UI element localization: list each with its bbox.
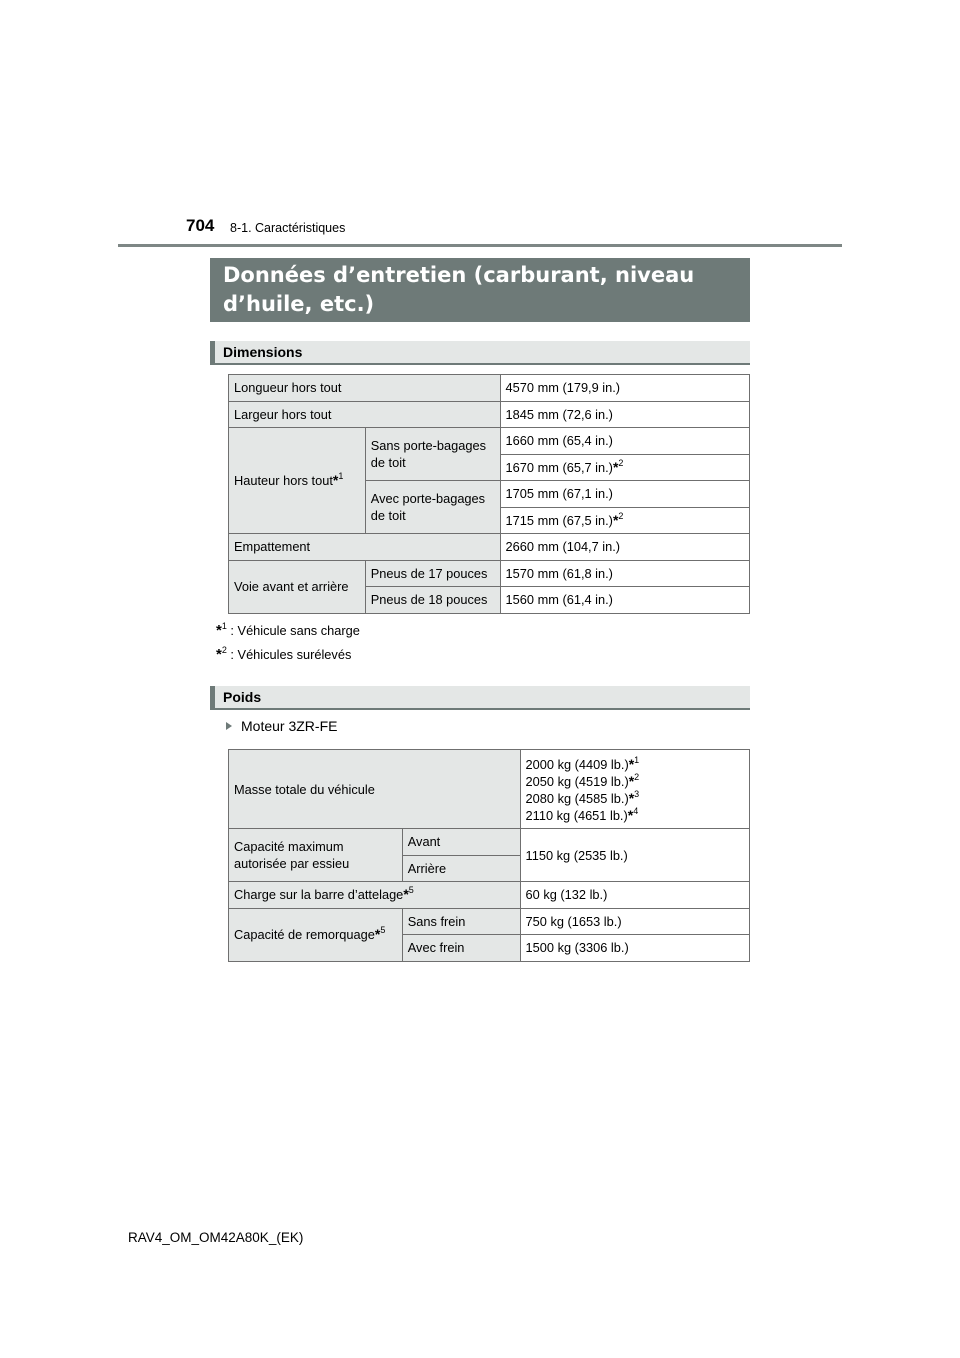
sans-frein-label: Sans frein bbox=[402, 908, 520, 935]
chapter-title: Données d’entretien (carburant, niveau d’huile, etc.) bbox=[210, 258, 750, 322]
essieu-value: 1150 kg (2535 lb.) bbox=[520, 829, 749, 882]
charge-barre-value: 60 kg (132 lb.) bbox=[520, 882, 749, 909]
empattement-value: 2660 mm (104,7 in.) bbox=[500, 534, 749, 561]
footnote-asterisk: * bbox=[374, 926, 381, 942]
avec-porte-value-2: 1715 mm (67,5 in.) bbox=[505, 512, 613, 528]
masse-value-row bbox=[526, 756, 744, 773]
document-code: RAV4_OM_OM42A80K_(EK) bbox=[128, 1230, 304, 1245]
footnote-asterisk: * bbox=[403, 886, 409, 903]
footnote-asterisk: * bbox=[216, 622, 222, 639]
avec-porte-value-1: 1705 mm (67,1 in.) bbox=[500, 481, 749, 508]
masse-value: 2050 kg (4519 lb.) bbox=[525, 774, 629, 789]
arriere-label: Arrière bbox=[402, 855, 520, 882]
footnote-ref: 5 bbox=[408, 885, 414, 896]
pneus18-value: 1560 mm (61,4 in.) bbox=[500, 587, 749, 614]
masse-value: 2000 kg (4409 lb.) bbox=[525, 757, 629, 772]
dimensions-heading: Dimensions bbox=[210, 341, 750, 365]
masse-values bbox=[520, 750, 749, 829]
header-rule bbox=[118, 244, 842, 247]
footnote-text: : Véhicule sans charge bbox=[230, 623, 360, 638]
footnote-ref: 5 bbox=[380, 925, 386, 935]
charge-barre-cell bbox=[229, 882, 521, 909]
footnote-ref: 4 bbox=[633, 806, 639, 816]
masse-value-row bbox=[526, 773, 744, 790]
footnote-asterisk: * bbox=[332, 472, 339, 488]
empattement-label: Empattement bbox=[229, 534, 501, 561]
footnote-ref: 1 bbox=[338, 471, 344, 481]
avec-frein-label: Avec frein bbox=[402, 935, 520, 962]
footnote-asterisk: * bbox=[612, 511, 619, 528]
footnote-asterisk: * bbox=[627, 807, 634, 823]
voie-label: Voie avant et arrière bbox=[229, 560, 366, 613]
engine-bullet bbox=[226, 718, 337, 734]
hauteur-cell bbox=[229, 428, 366, 534]
footnote-ref: 1 bbox=[634, 755, 640, 765]
footnote-number: 2 bbox=[221, 645, 227, 655]
footnote-asterisk: * bbox=[216, 646, 222, 663]
table-row bbox=[229, 560, 750, 587]
masse-label: Masse totale du véhicule bbox=[229, 750, 521, 829]
table-row bbox=[229, 882, 750, 909]
masse-value: 2110 kg (4651 lb.) bbox=[525, 808, 628, 823]
table-row bbox=[229, 428, 750, 455]
poids-heading: Poids bbox=[210, 686, 750, 710]
remorquage-label: Capacité de remorquage bbox=[234, 927, 375, 942]
sans-porte-value-2-cell bbox=[500, 454, 749, 481]
pneus18-label: Pneus de 18 pouces bbox=[365, 587, 500, 614]
table-row bbox=[229, 534, 750, 561]
hauteur-label: Hauteur hors tout bbox=[234, 473, 333, 488]
footnote-2 bbox=[216, 646, 351, 663]
footnote-asterisk: * bbox=[628, 773, 635, 789]
footnote-ref: 3 bbox=[634, 789, 640, 799]
avec-porte-value-2-cell bbox=[500, 507, 749, 534]
capacite-essieu-label: Capacité maximum autorisée par essieu bbox=[229, 829, 403, 882]
dimensions-table bbox=[228, 374, 750, 614]
table-row bbox=[229, 829, 750, 856]
table-row bbox=[229, 401, 750, 428]
section-label: 8-1. Caractéristiques bbox=[230, 221, 346, 235]
masse-value-row bbox=[526, 790, 744, 807]
pneus17-value: 1570 mm (61,8 in.) bbox=[500, 560, 749, 587]
table-row bbox=[229, 750, 750, 829]
largeur-label: Largeur hors tout bbox=[229, 401, 501, 428]
footnote-ref: 2 bbox=[618, 457, 624, 468]
sans-frein-value: 750 kg (1653 lb.) bbox=[520, 908, 749, 935]
sans-porte-value-2: 1670 mm (65,7 in.) bbox=[505, 459, 613, 475]
triangle-bullet-icon bbox=[226, 722, 232, 730]
footnote-asterisk: * bbox=[628, 756, 635, 772]
longueur-label: Longueur hors tout bbox=[229, 375, 501, 402]
remorquage-cell bbox=[229, 908, 403, 961]
sans-porte-label: Sans porte-bagages de toit bbox=[365, 428, 500, 481]
avec-frein-value: 1500 kg (3306 lb.) bbox=[520, 935, 749, 962]
footnote-asterisk: * bbox=[612, 458, 619, 475]
footnote-text: : Véhicules surélevés bbox=[230, 647, 352, 662]
masse-value: 2080 kg (4585 lb.) bbox=[525, 791, 629, 806]
footnote-asterisk: * bbox=[628, 790, 635, 806]
pneus17-label: Pneus de 17 pouces bbox=[365, 560, 500, 587]
footnote-number: 1 bbox=[221, 621, 227, 631]
footnote-1 bbox=[216, 622, 360, 639]
avec-porte-label: Avec porte-bagages de toit bbox=[365, 481, 500, 534]
masse-value-row bbox=[526, 807, 744, 824]
table-row bbox=[229, 908, 750, 935]
longueur-value: 4570 mm (179,9 in.) bbox=[500, 375, 749, 402]
page-number: 704 bbox=[186, 216, 215, 235]
footnote-ref: 2 bbox=[634, 772, 640, 782]
table-row bbox=[229, 375, 750, 402]
avant-label: Avant bbox=[402, 829, 520, 856]
footnote-ref: 2 bbox=[618, 510, 624, 521]
largeur-value: 1845 mm (72,6 in.) bbox=[500, 401, 749, 428]
engine-label: Moteur 3ZR-FE bbox=[241, 718, 338, 734]
charge-barre-label: Charge sur la barre d’attelage bbox=[234, 887, 404, 903]
weights-table bbox=[228, 749, 750, 962]
sans-porte-value-1: 1660 mm (65,4 in.) bbox=[500, 428, 749, 455]
